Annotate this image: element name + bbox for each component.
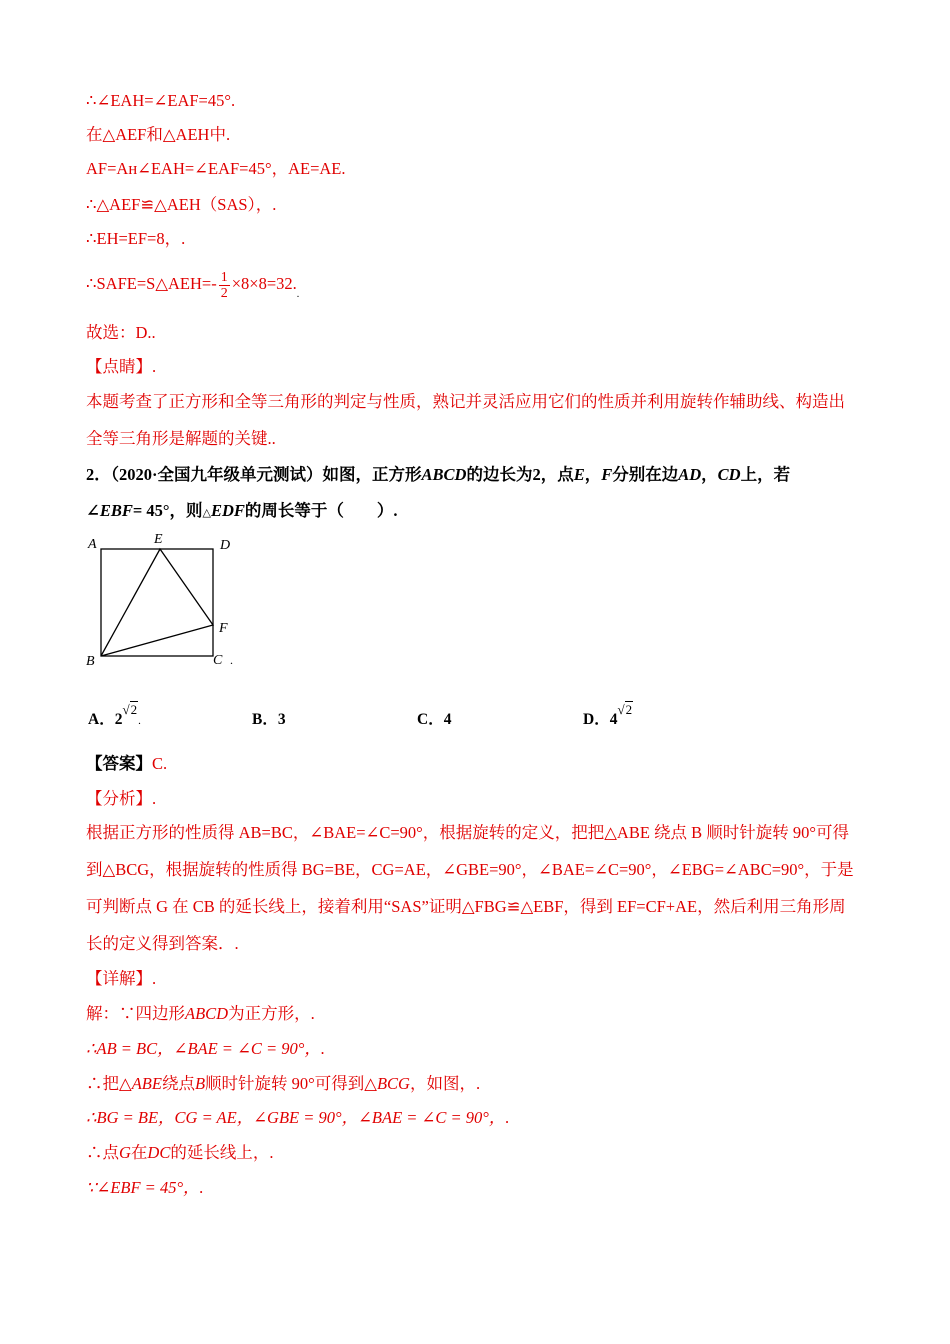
question-text: 上，若 bbox=[740, 465, 791, 484]
detail-text: 的延长线上，. bbox=[170, 1143, 274, 1162]
angle-symbol: ∠ bbox=[86, 501, 100, 520]
radicand: 2 bbox=[625, 702, 633, 717]
point-f: F bbox=[601, 465, 613, 484]
label-c: C bbox=[213, 653, 223, 668]
solution-line-4: ∴△AEF≌△AEH（SAS），. bbox=[86, 195, 277, 214]
question-2-line-2 bbox=[86, 500, 398, 524]
detail-text: ∴点 bbox=[86, 1143, 119, 1162]
choice-d-label: D．4 bbox=[583, 711, 618, 728]
question-source: （2020·全国九年级单元测试）如图，正方形 bbox=[110, 465, 422, 484]
detail-text: 在 bbox=[130, 1143, 148, 1162]
label-b: B bbox=[86, 654, 95, 669]
detail-line-6: ∵∠EBF = 45°，. bbox=[86, 1178, 204, 1197]
analysis-line-4: 长的定义得到答案．. bbox=[86, 934, 239, 953]
square-name: ABCD bbox=[185, 1004, 229, 1023]
detail-line-3 bbox=[86, 1073, 480, 1095]
sqrt-icon: √2 bbox=[617, 702, 633, 717]
square-name: ABCD bbox=[421, 465, 467, 484]
triangle-edf: EDF bbox=[210, 501, 245, 520]
label-f: F bbox=[219, 621, 228, 636]
choice-c-label: C．4 bbox=[417, 711, 452, 728]
label-a: A bbox=[88, 537, 97, 552]
question-text: 的周长等于（ ）. bbox=[244, 501, 398, 520]
figure-dot: . bbox=[230, 653, 233, 667]
question-text: = 45°，则 bbox=[132, 501, 203, 520]
detail-line-1 bbox=[86, 1003, 315, 1025]
choice-a-label: A．2 bbox=[88, 711, 123, 728]
area-formula-end: ×8×8=32. bbox=[231, 274, 297, 293]
detail-text: 绕点 bbox=[161, 1074, 195, 1093]
solution-line-1: ∴∠EAH=∠EAF=45°. bbox=[86, 91, 236, 110]
choice-b[interactable] bbox=[252, 707, 286, 729]
analysis-label: 【分析】. bbox=[86, 789, 157, 808]
choice-a[interactable] bbox=[88, 702, 141, 729]
detail-text: ∴把△ bbox=[86, 1074, 132, 1093]
radicand: 2 bbox=[130, 702, 138, 717]
detail-line-5 bbox=[86, 1142, 273, 1164]
point-b: B bbox=[194, 1074, 206, 1093]
detail-text: 解：∵四边形 bbox=[86, 1004, 185, 1023]
detail-text: 为正方形，. bbox=[228, 1004, 315, 1023]
fraction-denominator: 2 bbox=[220, 285, 228, 301]
question-text: 的边长为2，点 bbox=[466, 465, 574, 484]
choice-b-label: B．3 bbox=[252, 711, 286, 728]
choice-c[interactable] bbox=[417, 707, 451, 729]
triangle-symbol: △ bbox=[202, 507, 211, 519]
solution-line-6 bbox=[86, 262, 299, 309]
solution-line-3: AF=Aн∠EAH=∠EAF=45°，AE=AE. bbox=[86, 159, 346, 178]
detail-text: ，如图，. bbox=[409, 1074, 481, 1093]
label-d: D bbox=[220, 538, 231, 553]
question-text: 分别在边 bbox=[612, 465, 679, 484]
dianjing-line-1: 本题考查了正方形和全等三角形的判定与性质，熟记并灵活应用它们的性质并利用旋转作辅助线、构造出 bbox=[86, 392, 845, 411]
point-e: E bbox=[573, 465, 585, 484]
analysis-line-1: 根据正方形的性质得 AB=BC，∠BAE=∠C=90°，根据旋转的定义，把把△ABE 绕点 B 顺时针旋转 90°可得 bbox=[86, 823, 850, 842]
detail-text: 顺时针旋转 90°可得到△ bbox=[205, 1074, 377, 1093]
triangle-abe: ABE bbox=[131, 1074, 162, 1093]
square-figure bbox=[80, 528, 250, 673]
trailing-dot: . bbox=[296, 289, 300, 300]
choice-d[interactable] bbox=[583, 702, 633, 729]
dianjing-line-2: 全等三角形是解题的关键.. bbox=[86, 429, 276, 448]
answer-line bbox=[86, 753, 167, 775]
fraction-half bbox=[219, 270, 230, 301]
sqrt-icon: √2 bbox=[122, 702, 138, 717]
angle-ebf: EBF bbox=[99, 501, 133, 520]
solution-line-2: 在△AEF和△AEH中. bbox=[86, 125, 231, 144]
detail-line-4: ∴BG = BE，CG = AE，∠GBE = 90°，∠BAE = ∠C = 90°，. bbox=[86, 1108, 510, 1127]
dianjing-label: 【点睛】. bbox=[86, 357, 157, 376]
triangle-bef bbox=[101, 549, 213, 656]
side-ad: AD bbox=[678, 465, 702, 484]
detail-line-2: ∴AB = BC，∠BAE = ∠C = 90°，. bbox=[86, 1039, 326, 1058]
question-2-line-1 bbox=[86, 464, 790, 486]
answer-label: 【答案】 bbox=[86, 754, 152, 773]
side-dc: DC bbox=[147, 1143, 171, 1162]
analysis-line-3: 可判断点 G 在 CB 的延长线上，接着利用“SAS”证明△FBG≌△EBF，得到 EF=CF+AE，然后利用三角形周 bbox=[86, 897, 846, 916]
analysis-line-2: 到△BCG，根据旋转的性质得 BG=BE，CG=AE，∠GBE=90°，∠BAE=∠C=90°，∠EBG=∠ABC=90°，于是 bbox=[86, 860, 854, 879]
comma: ， bbox=[584, 465, 602, 484]
detail-label: 【详解】. bbox=[86, 969, 157, 988]
solution-conclusion: 故选：D.. bbox=[86, 323, 156, 342]
answer-value: C. bbox=[152, 754, 168, 773]
point-g: G bbox=[119, 1143, 131, 1162]
fraction-numerator: 1 bbox=[220, 269, 228, 285]
comma: ， bbox=[701, 465, 718, 484]
label-e: E bbox=[154, 532, 163, 547]
question-number: 2． bbox=[86, 465, 111, 484]
triangle-bcg: BCG bbox=[376, 1074, 410, 1093]
area-formula-start: ∴SAFE=S△AEH=- bbox=[86, 274, 217, 293]
solution-line-5: ∴EH=EF=8，. bbox=[86, 229, 186, 248]
side-cd: CD bbox=[717, 465, 741, 484]
choice-a-tail: . bbox=[138, 715, 141, 727]
